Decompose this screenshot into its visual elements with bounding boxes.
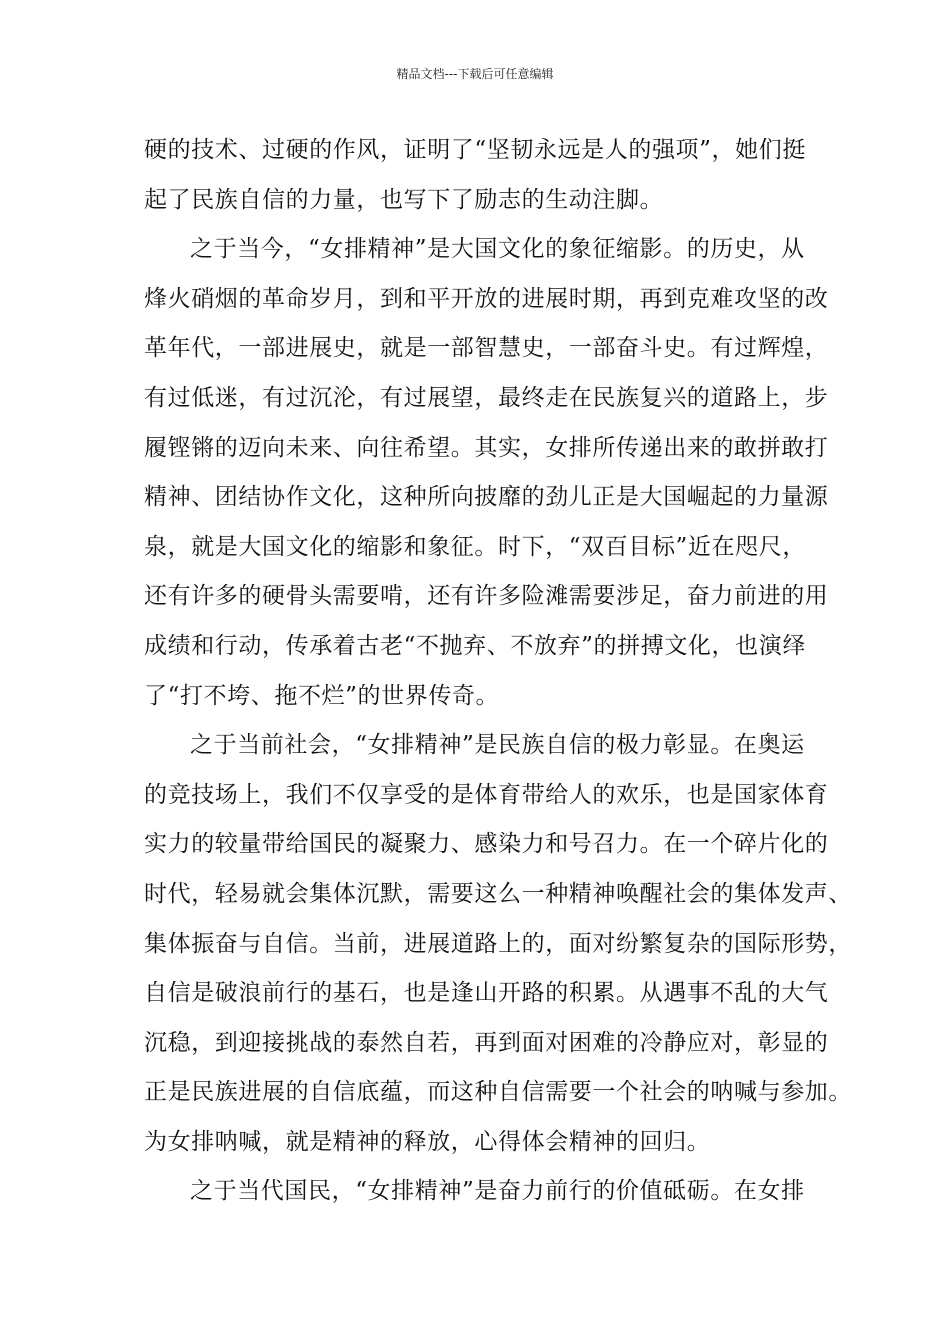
text-line: 了“打不垮、拖不烂”的世界传奇。 [144, 682, 500, 709]
text-line: 履铿锵的迈向未来、向往希望。其实，女排所传递出来的敢拼敢打 [144, 434, 829, 461]
text-line: 精神、团结协作文化，这种所向披靡的劲儿正是大国崛起的力量源 [144, 484, 829, 511]
text-line: 烽火硝烟的革命岁月，到和平开放的进展时期，再到克难攻坚的改 [144, 285, 829, 312]
text-line: 为女排呐喊，就是精神的释放，心得体会精神的回归。 [144, 1128, 711, 1155]
text-line: 正是民族进展的自信底蕴，而这种自信需要一个社会的呐喊与参加。 [144, 1079, 852, 1106]
text-line: 硬的技术、过硬的作风，证明了“坚韧永远是人的强项”，她们挺 [144, 137, 806, 163]
paragraph-start-line: 之于当前社会，“女排精神”是民族自信的极力彰显。在奥运 [190, 732, 805, 759]
text-line: 有过低迷，有过沉沦，有过展望，最终走在民族复兴的道路上，步 [144, 384, 829, 411]
text-line: 时代，轻易就会集体沉默，需要这么一种精神唤醒社会的集体发声、 [144, 880, 852, 907]
text-line: 成绩和行动，传承着古老“不抛弃、不放弃”的拼搏文化，也演绎 [144, 632, 806, 659]
text-line: 革年代，一部进展史，就是一部智慧史，一部奋斗史。有过辉煌， [144, 335, 829, 362]
text-line: 还有许多的硬骨头需要啃，还有许多险滩需要涉足，奋力前进的用 [144, 583, 829, 610]
text-line: 沉稳，到迎接挑战的泰然自若，再到面对困难的冷静应对，彰显的 [144, 1029, 829, 1056]
text-line: 实力的较量带给国民的凝聚力、感染力和号召力。在一个碎片化的 [144, 831, 829, 858]
text-line: 泉，就是大国文化的缩影和象征。时下，“双百目标”近在咫尺， [144, 533, 806, 560]
paragraph-start-line: 之于当今，“女排精神”是大国文化的象征缩影。的历史，从 [190, 236, 805, 263]
paragraph-start-line: 之于当代国民，“女排精神”是奋力前行的价值砥砺。在女排 [190, 1178, 805, 1205]
document-body [144, 126, 852, 1217]
text-line: 起了民族自信的力量，也写下了励志的生动注脚。 [144, 186, 664, 213]
text-line: 自信是破浪前行的基石，也是逢山开路的积累。从遇事不乱的大气 [144, 980, 829, 1007]
text-line: 的竞技场上，我们不仅享受的是体育带给人的欢乐，也是国家体育 [144, 781, 829, 808]
text-line: 集体振奋与自信。当前，进展道路上的，面对纷繁复杂的国际形势， [144, 930, 852, 957]
page-header: 精品文档---下载后可任意编辑 [396, 67, 554, 81]
